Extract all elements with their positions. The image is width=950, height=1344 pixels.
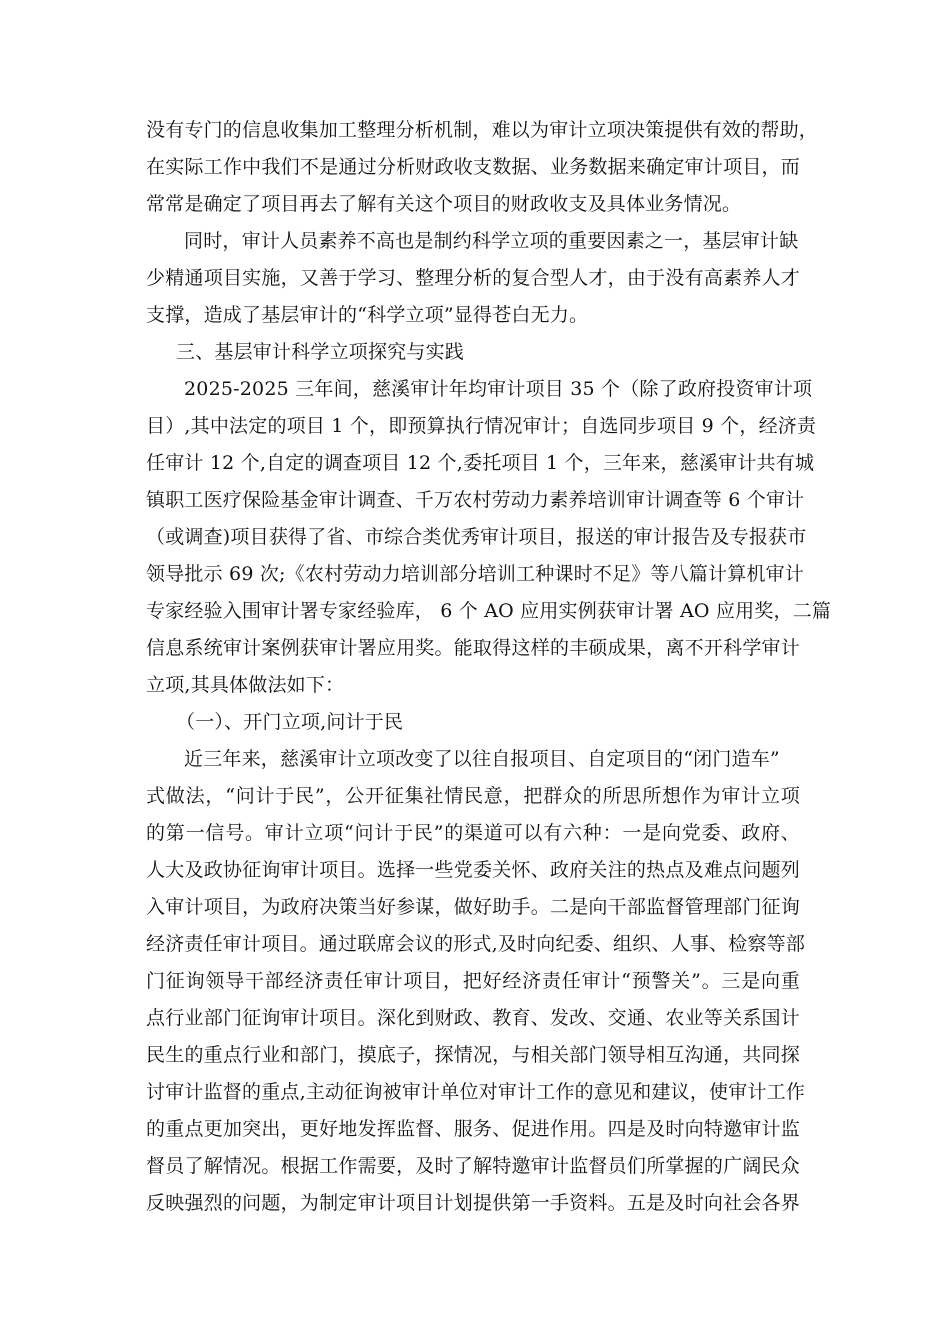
text-line: 在实际工作中我们不是通过分析财政收支数据、业务数据来确定审计项目，而 bbox=[146, 156, 800, 178]
text-line: 立项,其具体做法如下： bbox=[146, 674, 345, 696]
text-line: 专家经验入围审计署专家经验库， 6 个 AO 应用实例获审计署 AO 应用奖，二篇 bbox=[146, 600, 832, 622]
text-line: 支撑，造成了基层审计的“科学立项”显得苍白无力。 bbox=[146, 304, 589, 326]
text-line: 反映强烈的问题，为制定审计项目计划提供第一手资料。五是及时向社会各界 bbox=[146, 1192, 800, 1214]
text-line: 常常是确定了项目再去了解有关这个项目的财政收支及具体业务情况。 bbox=[146, 193, 742, 215]
text-line: 的重点更加突出，更好地发挥监督、服务、促进作用。四是及时向特邀审计监 bbox=[146, 1118, 800, 1140]
text-line: 任审计 12 个,自定的调查项目 12 个,委托项目 1 个，三年来，慈溪审计共有城 bbox=[146, 452, 815, 474]
text-line: 民生的重点行业和部门，摸底子，探情况，与相关部门领导相互沟通，共同探 bbox=[146, 1044, 800, 1066]
text-line: 人大及政协征询审计项目。选择一些党委关怀、政府关注的热点及难点问题列 bbox=[146, 859, 800, 881]
text-line: 没有专门的信息收集加工整理分析机制，难以为审计立项决策提供有效的帮助， bbox=[146, 119, 819, 141]
document-body bbox=[146, 112, 832, 1222]
text-line: 门征询领导干部经济责任审计项目，把好经济责任审计“预警关”。三是向重 bbox=[146, 970, 800, 992]
text-line: （或调查)项目获得了省、市综合类优秀审计项目，报送的审计报告及专报获市 bbox=[146, 526, 807, 548]
text-line: 目）,其中法定的项目 1 个，即预算执行情况审计；自选同步项目 9 个，经济责 bbox=[146, 415, 817, 437]
text-line: 领导批示 69 次;《农村劳动力培训部分培训工种课时不足》等八篇计算机审计 bbox=[146, 563, 805, 585]
text-line: 经济责任审计项目。通过联席会议的形式,及时向纪委、组织、人事、检察等部 bbox=[146, 933, 806, 955]
text-line: 镇职工医疗保险基金审计调查、千万农村劳动力素养培训审计调查等 6 个审计 bbox=[146, 489, 805, 511]
text-line: 近三年来，慈溪审计立项改变了以往自报项目、自定项目的“闭门造车” bbox=[184, 748, 780, 770]
text-line: 少精通项目实施，又善于学习、整理分析的复合型人才，由于没有高素养人才 bbox=[146, 267, 800, 289]
text-line: 督员了解情况。根据工作需要，及时了解特邀审计监督员们所掌握的广阔民众 bbox=[146, 1155, 800, 1177]
section-heading: 三、基层审计科学立项探究与实践 bbox=[176, 341, 465, 363]
text-line: 点行业部门征询审计项目。深化到财政、教育、发改、交通、农业等关系国计 bbox=[146, 1007, 800, 1029]
text-line: 入审计项目，为政府决策当好参谋，做好助手。二是向干部监督管理部门征询 bbox=[146, 896, 800, 918]
section-heading: （一）、开门立项,问计于民 bbox=[176, 711, 404, 733]
text-line: 2025-2025 三年间，慈溪审计年均审计项目 35 个（除了政府投资审计项 bbox=[184, 378, 813, 400]
text-line: 同时，审计人员素养不高也是制约科学立项的重要因素之一，基层审计缺 bbox=[184, 230, 799, 252]
text-line: 式做法，“问计于民”，公开征集社情民意，把群众的所思所想作为审计立项 bbox=[146, 785, 800, 807]
text-line: 的第一信号。审计立项“问计于民”的渠道可以有六种：一是向党委、政府、 bbox=[146, 822, 800, 844]
text-line: 信息系统审计案例获审计署应用奖。能取得这样的丰硕成果，离不开科学审计 bbox=[146, 637, 800, 659]
text-line: 讨审计监督的重点,主动征询被审计单位对审计工作的意见和建议，使审计工作 bbox=[146, 1081, 806, 1103]
